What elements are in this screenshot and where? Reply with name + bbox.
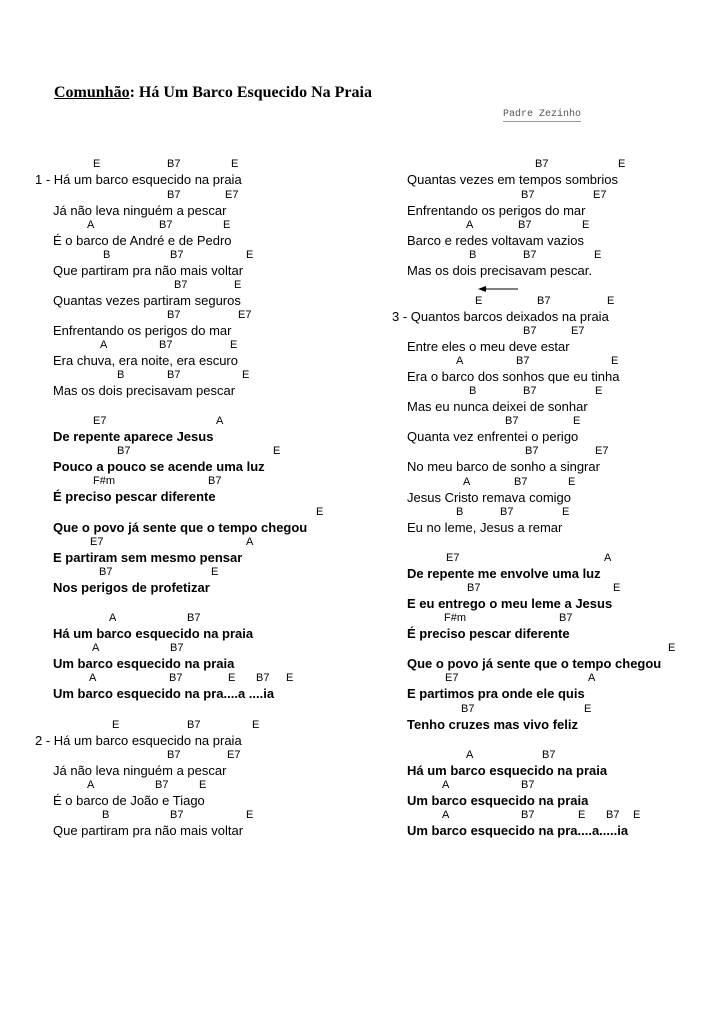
verse-line: Mas eu nunca deixei de sonhar (407, 399, 588, 414)
chord: B (469, 385, 477, 397)
chord: A (456, 355, 464, 367)
chorus-line: Há um barco esquecido na praia (53, 626, 254, 641)
chord: B7 (167, 309, 181, 321)
chord: B (102, 809, 110, 821)
verse-line: Que partiram pra não mais voltar (53, 823, 244, 838)
chorus-line: Tenho cruzes mas vivo feliz (407, 717, 578, 732)
chord: E7 (93, 415, 107, 427)
verse-line: 3 - Quantos barcos deixados na praia (392, 309, 609, 324)
chord: E (246, 249, 254, 261)
chord: E (230, 339, 238, 351)
chord: B7 (167, 158, 181, 170)
chord: B7 (167, 189, 181, 201)
chord: E7 (90, 536, 104, 548)
verse-line: Quantas vezes em tempos sombrios (407, 172, 618, 187)
title-rest: : Há Um Barco Esquecido Na Praia (129, 84, 372, 101)
verse-line: Era chuva, era noite, era escuro (53, 353, 238, 368)
chord: B7 (256, 672, 270, 684)
chord: F#m (444, 612, 466, 624)
chord: E7 (225, 189, 239, 201)
chord: B7 (523, 385, 537, 397)
chorus-line: De repente aparece Jesus (53, 429, 214, 444)
author-name: Padre Zezinho (503, 109, 582, 120)
chorus-line: É preciso pescar diferente (53, 489, 216, 504)
chord: A (604, 552, 612, 564)
verse-line: 1 - Há um barco esquecido na praia (35, 172, 242, 187)
chord: B7 (159, 219, 173, 231)
chord: E (613, 582, 621, 594)
chord: B7 (170, 642, 184, 654)
chord: E (242, 369, 250, 381)
chord: B7 (169, 672, 183, 684)
chord: E (607, 295, 615, 307)
chord: A (109, 612, 117, 624)
chord: B7 (505, 415, 519, 427)
chord: E7 (595, 445, 609, 457)
verse-line: Enfrentando os perigos do mar (53, 323, 232, 338)
chord: E (286, 672, 294, 684)
chord: B (456, 506, 464, 518)
chord: B7 (99, 566, 113, 578)
chord: B7 (170, 249, 184, 261)
chord: E (633, 809, 641, 821)
chord: B7 (208, 475, 222, 487)
chord: B7 (461, 703, 475, 715)
chorus-line: Que o povo já sente que o tempo chegou (53, 520, 308, 535)
chord: A (216, 415, 224, 427)
verse-line: Enfrentando os perigos do mar (407, 203, 586, 218)
chorus-line: Há um barco esquecido na praia (407, 763, 608, 778)
chord: A (89, 672, 97, 684)
chord: B7 (159, 339, 173, 351)
chord: B7 (167, 369, 181, 381)
verse-line: É o barco de André e de Pedro (53, 233, 232, 248)
verse-line: É o barco de João e Tiago (53, 793, 205, 808)
chorus-line: Um barco esquecido na praia (53, 656, 235, 671)
chorus-line: Nos perigos de profetizar (53, 580, 210, 595)
chord: E7 (227, 749, 241, 761)
chord: B (469, 249, 477, 261)
verse-line: Era o barco dos sonhos que eu tinha (407, 369, 620, 384)
chord: E (584, 703, 592, 715)
chord: E7 (445, 672, 459, 684)
chord: B7 (537, 295, 551, 307)
verse-line: Mas os dois precisavam pescar. (407, 263, 592, 278)
chord: B7 (467, 582, 481, 594)
chord: E (252, 719, 260, 731)
chord: B7 (521, 189, 535, 201)
chord: A (92, 642, 100, 654)
chord: B7 (535, 158, 549, 170)
song-title (54, 84, 372, 102)
chord: E (228, 672, 236, 684)
verse-line: Quantas vezes partiram seguros (53, 293, 241, 308)
verse-line: Mas os dois precisavam pescar (53, 383, 236, 398)
chord: B7 (521, 779, 535, 791)
verse-line: Já não leva ninguém a pescar (53, 763, 227, 778)
chord: B7 (514, 476, 528, 488)
chord: E7 (446, 552, 460, 564)
chorus-line: Que o povo já sente que o tempo chegou (407, 656, 662, 671)
chord: A (588, 672, 596, 684)
chord: B7 (518, 219, 532, 231)
chord: E (595, 385, 603, 397)
chord: B7 (542, 749, 556, 761)
chord: E7 (593, 189, 607, 201)
chord: B7 (187, 719, 201, 731)
chord: E (316, 506, 324, 518)
chord: A (463, 476, 471, 488)
chord: E (573, 415, 581, 427)
chord: A (442, 809, 450, 821)
verse-line: 2 - Há um barco esquecido na praia (35, 733, 242, 748)
chord: E (199, 779, 207, 791)
chord: B (103, 249, 111, 261)
chord: B7 (167, 749, 181, 761)
verse-line: Entre eles o meu deve estar (407, 339, 570, 354)
chord: A (87, 219, 95, 231)
chorus-line: Um barco esquecido na praia (407, 793, 589, 808)
chord: A (100, 339, 108, 351)
chord: E (618, 158, 626, 170)
verse-line: Quanta vez enfrentei o perigo (407, 429, 579, 444)
chord: B7 (117, 445, 131, 457)
chord: E (273, 445, 281, 457)
chord: E (578, 809, 586, 821)
chord: B7 (523, 325, 537, 337)
chord: E (231, 158, 239, 170)
chord: B7 (516, 355, 530, 367)
verse-line: Eu no leme, Jesus a remar (407, 520, 563, 535)
chord: B7 (187, 612, 201, 624)
chord: E (594, 249, 602, 261)
chord: A (87, 779, 95, 791)
chord: A (466, 749, 474, 761)
chorus-line: E partimos pra onde ele quis (407, 686, 585, 701)
chord: E (475, 295, 483, 307)
chord: B7 (500, 506, 514, 518)
verse-line: Barco e redes voltavam vazios (407, 233, 585, 248)
chord: E (582, 219, 590, 231)
chord: E (246, 809, 254, 821)
chord: A (246, 536, 254, 548)
chord: B7 (523, 249, 537, 261)
verse-line: Que partiram pra não mais voltar (53, 263, 244, 278)
chord: E (611, 355, 619, 367)
chord: E7 (571, 325, 585, 337)
verse-line: Jesus Cristo remava comigo (407, 490, 571, 505)
chorus-line: É preciso pescar diferente (407, 626, 570, 641)
chord: E (93, 158, 101, 170)
chord: B7 (174, 279, 188, 291)
chord: B7 (525, 445, 539, 457)
chorus-line: Um barco esquecido na pra....a ....ia (53, 686, 275, 701)
chord: F#m (93, 475, 115, 487)
verse-line: No meu barco de sonho a singrar (407, 459, 600, 474)
chorus-line: De repente me envolve uma luz (407, 566, 601, 581)
chorus-line: E partiram sem mesmo pensar (53, 550, 243, 565)
chord: B7 (155, 779, 169, 791)
chord: E (112, 719, 120, 731)
chord: B7 (170, 809, 184, 821)
chorus-line: Pouco a pouco se acende uma luz (53, 459, 265, 474)
chord: B (117, 369, 125, 381)
chorus-line: Um barco esquecido na pra....a.....ia (407, 823, 629, 838)
title-word: Comunhão (54, 84, 130, 101)
chord: E (562, 506, 570, 518)
chorus-line: E eu entrego o meu leme a Jesus (407, 596, 613, 611)
chord: B7 (521, 809, 535, 821)
chord: E (568, 476, 576, 488)
verse-line: Já não leva ninguém a pescar (53, 203, 227, 218)
left-arrow-icon (478, 285, 520, 293)
chord: B7 (606, 809, 620, 821)
chord: E (211, 566, 219, 578)
chord: A (466, 219, 474, 231)
chord: E (668, 642, 676, 654)
chord: E7 (238, 309, 252, 321)
chord: B7 (559, 612, 573, 624)
chord: A (442, 779, 450, 791)
chord: E (234, 279, 242, 291)
chord: E (223, 219, 231, 231)
